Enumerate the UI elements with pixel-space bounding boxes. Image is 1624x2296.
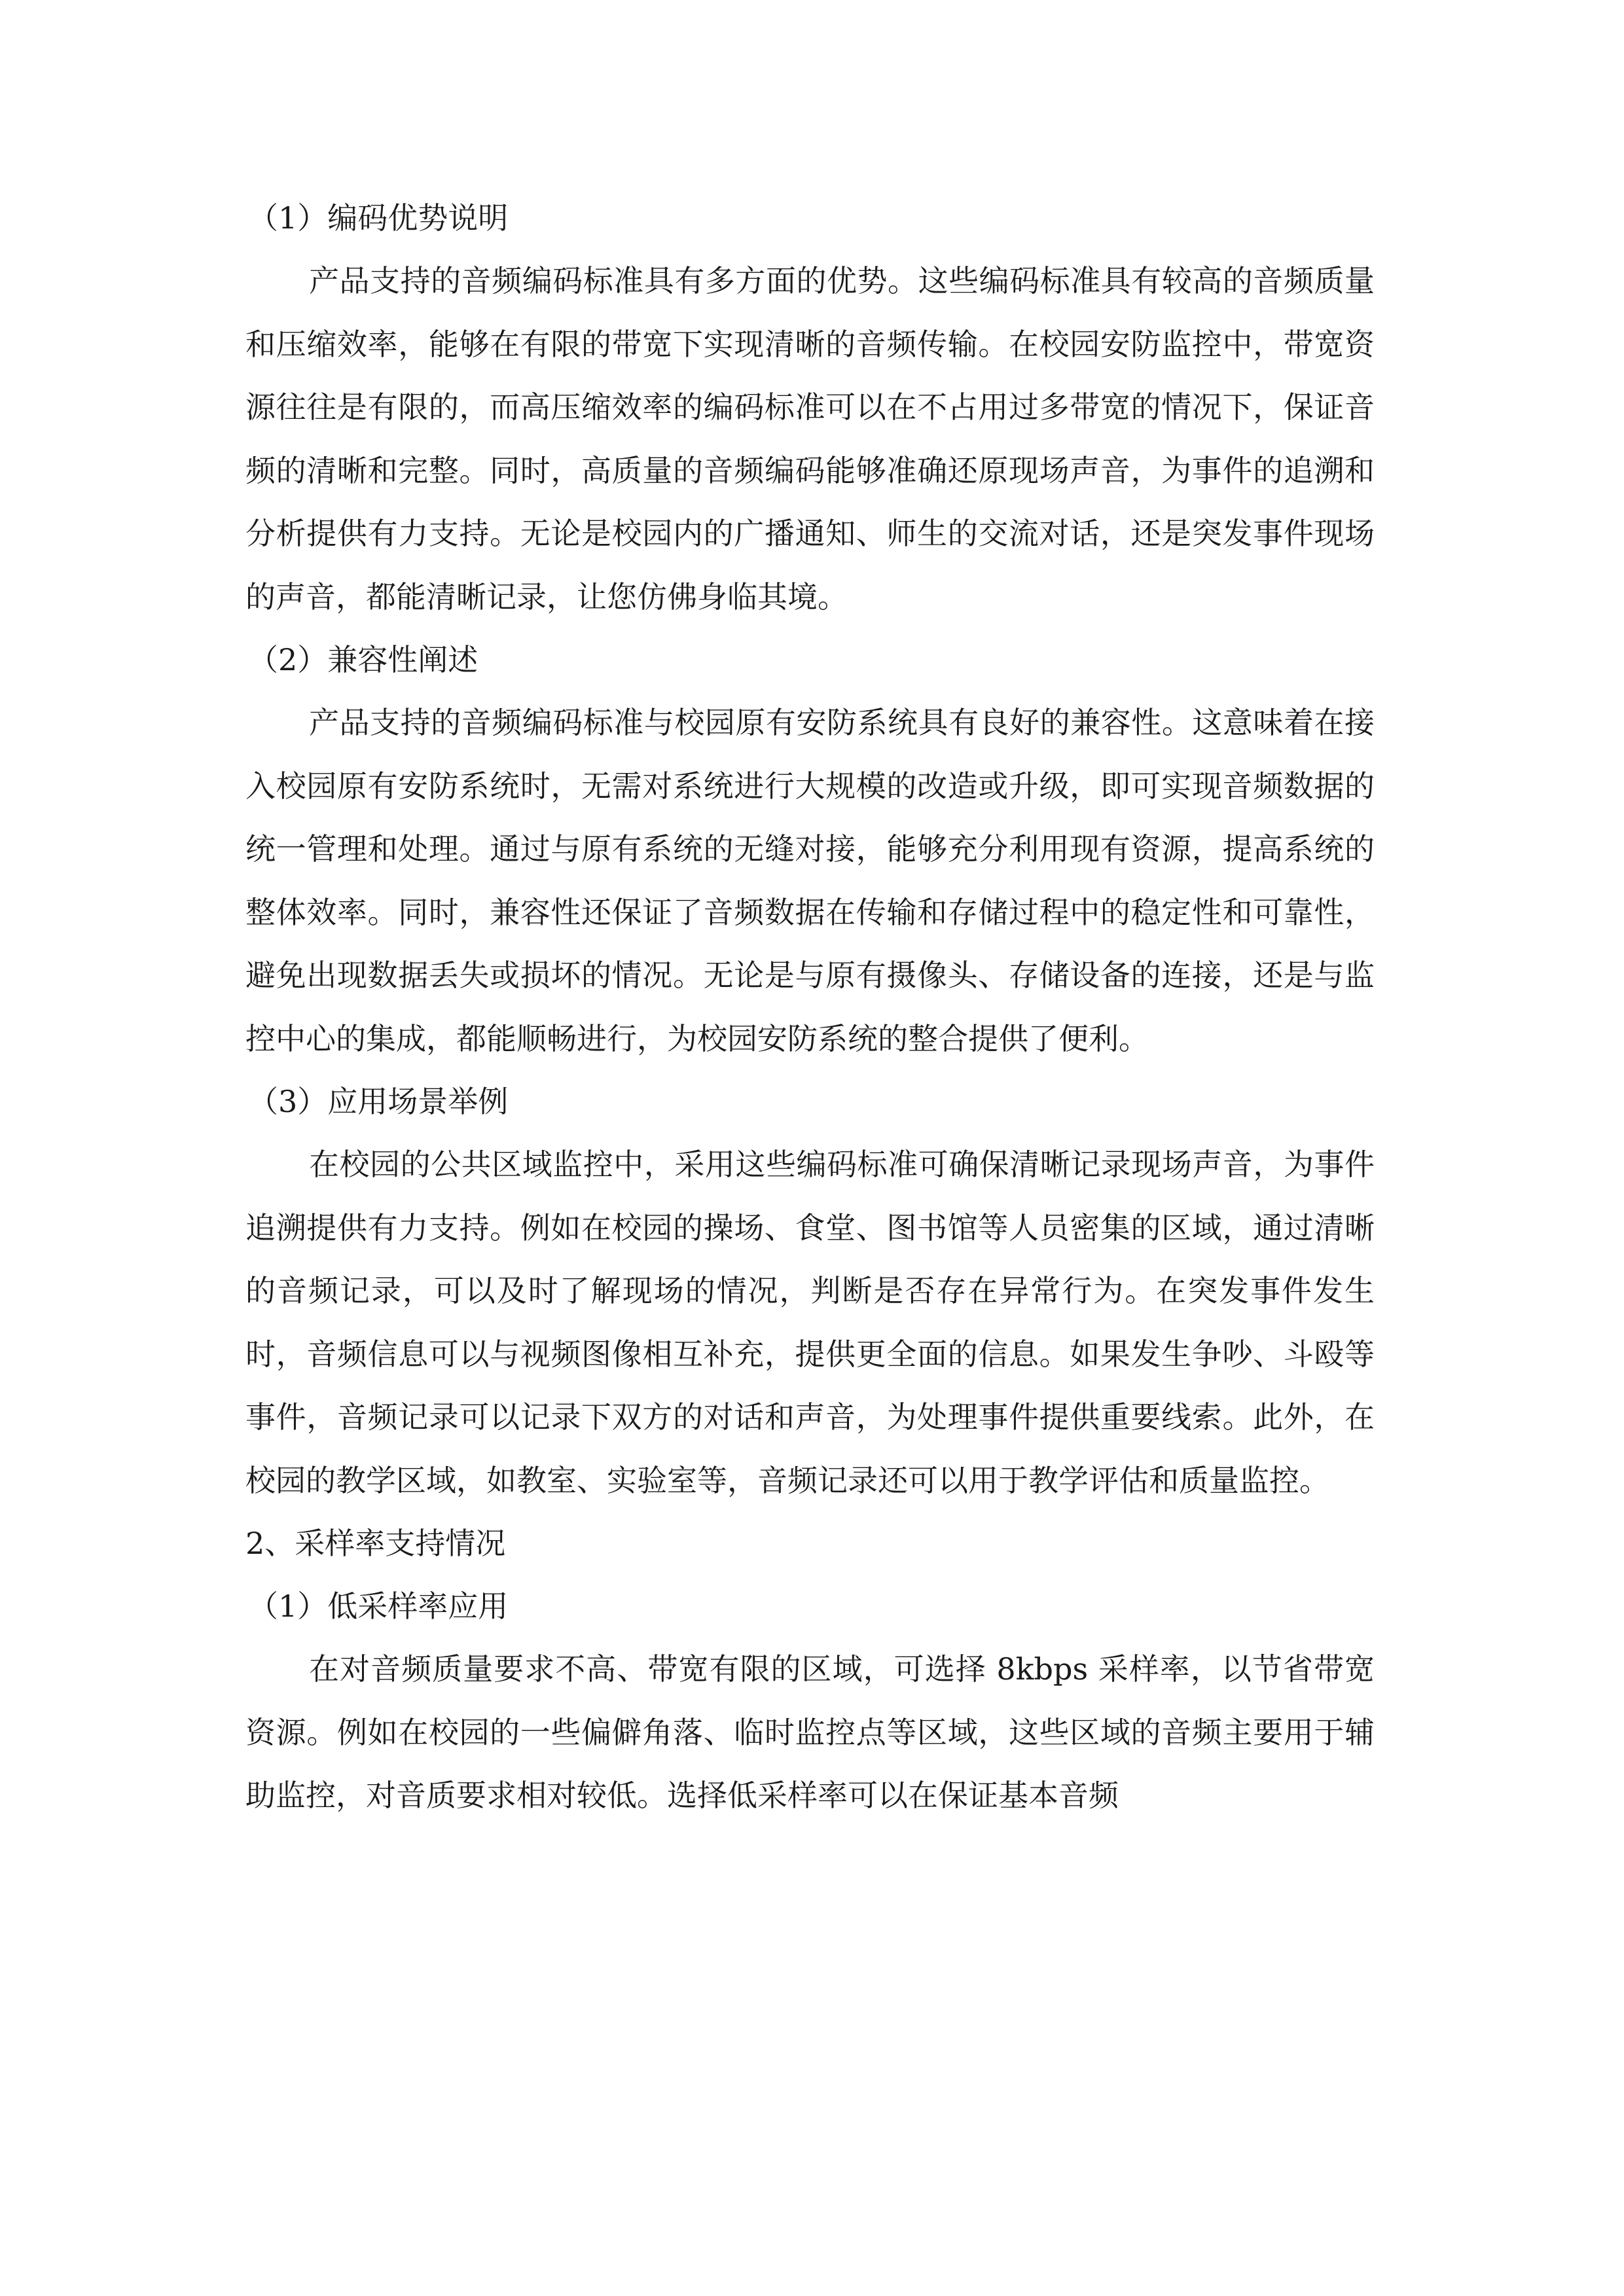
document-body: [245, 187, 1375, 1827]
heading-sampling-rate-support: 2、采样率支持情况: [245, 1526, 506, 1561]
heading-compatibility: （2）兼容性阐述: [248, 642, 478, 677]
paragraph-compatibility: 产品支持的音频编码标准与校园原有安防系统具有良好的兼容性。这意味着在接入校园原有安防系统时，无需对系统进行大规模的改造或升级，即可实现音频数据的统一管理和处理。通过与原有系统的无缝对接，能够充分利用现有资源，提高系统的整体效率。同时，兼容性还保证了音频数据在传输和存储过程中的稳定性和可靠性，避免出现数据丢失或损坏的情况。无论是与原有摄像头、存储设备的连接，还是与监控中心的集成，都能顺畅进行，为校园安防系统的整合提供了便利。: [245, 705, 1375, 1056]
heading-low-sampling-rate: （1）低采样率应用: [248, 1588, 509, 1624]
heading-encoding-advantages: （1）编码优势说明: [248, 200, 509, 236]
paragraph-low-sampling-rate: 在对音频质量要求不高、带宽有限的区域，可选择 8kbps 采样率，以节省带宽资源。例如在校园的一些偏僻角落、临时监控点等区域，这些区域的音频主要用于辅助监控，对音质要求相对较低。选择低采样率可以在保证基本音频: [245, 1651, 1375, 1813]
heading-application-scenarios: （3）应用场景举例: [248, 1084, 509, 1119]
paragraph-encoding-advantages: 产品支持的音频编码标准具有多方面的优势。这些编码标准具有较高的音频质量和压缩效率，能够在有限的带宽下实现清晰的音频传输。在校园安防监控中，带宽资源往往是有限的，而高压缩效率的编码标准可以在不占用过多带宽的情况下，保证音频的清晰和完整。同时，高质量的音频编码能够准确还原现场声音，为事件的追溯和分析提供有力支持。无论是校园内的广播通知、师生的交流对话，还是突发事件现场的声音，都能清晰记录，让您仿佛身临其境。: [245, 263, 1375, 615]
paragraph-application-scenarios: 在校园的公共区域监控中，采用这些编码标准可确保清晰记录现场声音，为事件追溯提供有力支持。例如在校园的操场、食堂、图书馆等人员密集的区域，通过清晰的音频记录，可以及时了解现场的情况，判断是否存在异常行为。在突发事件发生时，音频信息可以与视频图像相互补充，提供更全面的信息。如果发生争吵、斗殴等事件，音频记录可以记录下双方的对话和声音，为处理事件提供重要线索。此外，在校园的教学区域，如教室、实验室等，音频记录还可以用于教学评估和质量监控。: [245, 1147, 1375, 1498]
